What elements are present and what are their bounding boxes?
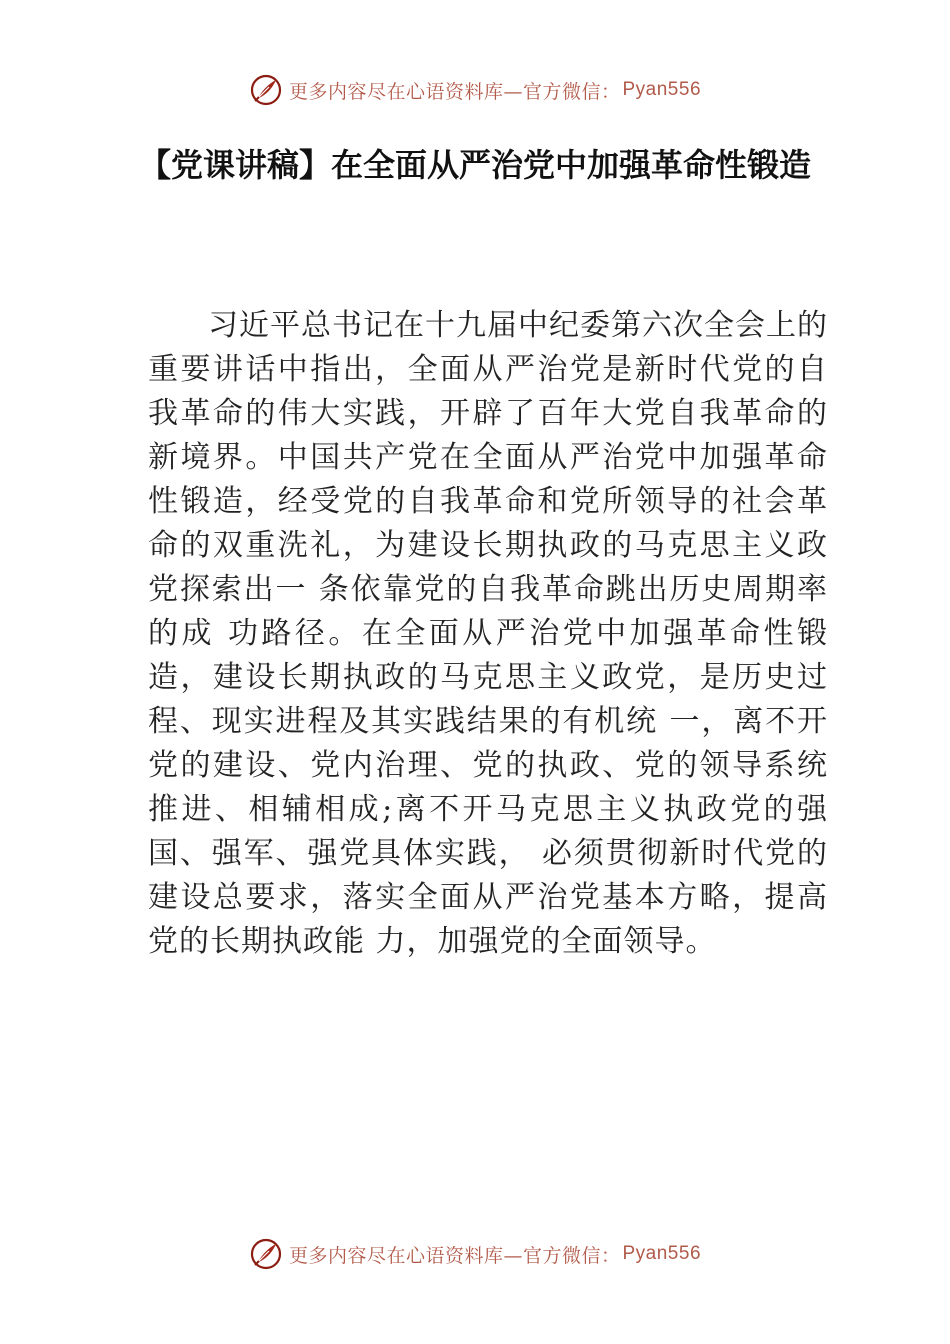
watermark-wechat-id: Pyan556 [622,1243,702,1264]
feather-pen-logo-icon [249,1237,283,1271]
watermark-text: 更多内容尽在心语资料库—官方微信： [288,80,621,103]
watermark-wechat-id: Pyan556 [622,79,702,100]
watermark-text: 更多内容尽在心语资料库—官方微信： [288,1244,621,1267]
feather-pen-logo-icon [249,73,283,107]
footer-watermark [0,1236,950,1272]
document-title: 【党课讲稿】在全面从严治党中加强革命性锻造 [138,146,811,184]
header-watermark [0,72,950,108]
document-body-paragraph: 习近平总书记在十九届中纪委第六次全会上的重要讲话中指出，全面从严治党是新时代党的自我革命的伟大实践，开辟了百年大党自我革命的新境界。中国共产党在全面从严治党中加强革命性锻造，经受党的自我革命和党所领导的社会革命的双重洗礼，为建设长期执政的马克思主义政党探索出一 条依靠党的自我革命跳出历史周期率的成 功路径。在全面从严治党中加强革命性锻 造，建设长期执政的马克思主义政党，是历史过程、现实进程及其实践结果的有机统 一，离不开党的建设、党内治理、党的执政、党的领导系统推进、相辅相成;离不开马克思主义执政党的强国、强军、强党具体实践， 必须贯彻新时代党的建设总要求，落实全面从严治党基本方略，提高党的长期执政能 力，加强党的全面领导。 [148,308,828,959]
